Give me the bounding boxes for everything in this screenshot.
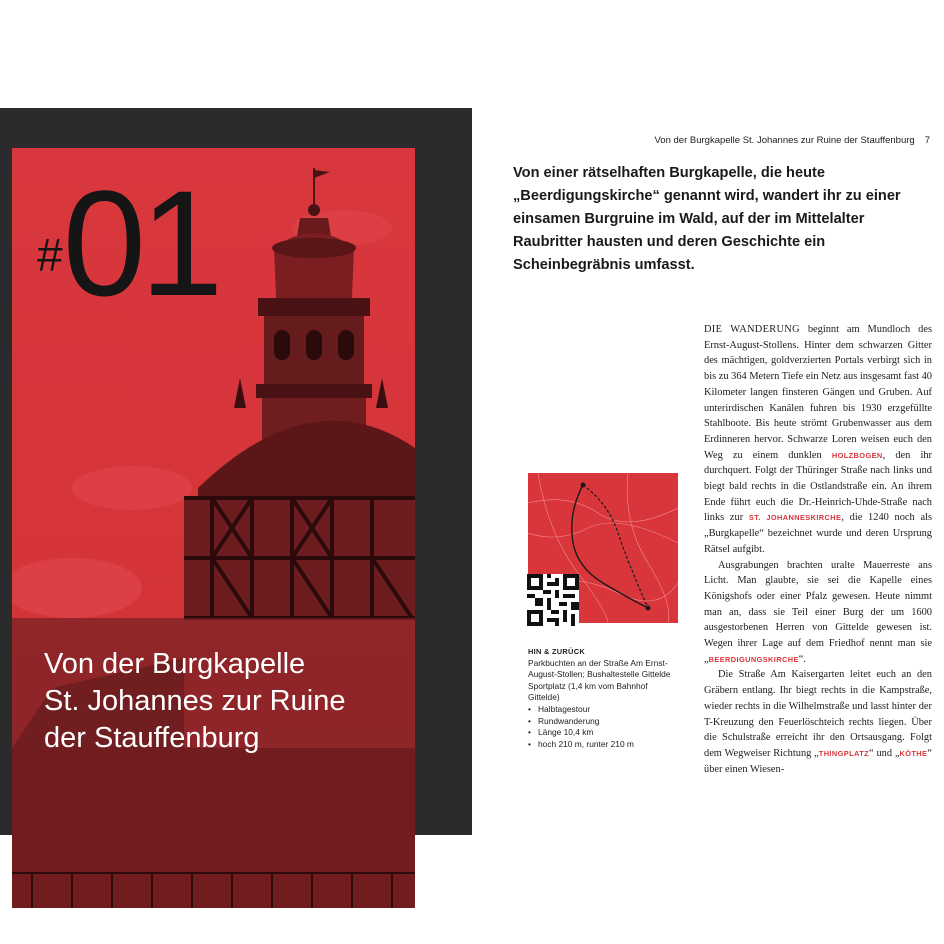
info-list-item: • Rundwanderung <box>528 716 678 728</box>
route-title-line: Von der Burgkapelle <box>44 648 306 680</box>
intro-text: Von einer rätselhaften Burgkapelle, die heute „Beerdigungskirche“ genannt wird, wandert ihr zu einer einsamen Burgruine im Wald, auf der im Mittelalter Raubritter hausten und deren Geschichte ein Scheinbegräbnis umfasst. <box>513 165 901 273</box>
body-paragraph: Ausgrabungen brachten uralte Mauerreste ans Licht. Man glaubte, sie sei die Kapelle eines Königshofs oder einer Pfalz gewesen. Heute nimmt man an, dass sie Teil einer Burg der um 1600 ausgestorbenen Herren von Gittelde gewesen ist. Wegen ihrer Lage auf dem Friedhof nennt man sie „BEERDIGUNGSKIRCHE“. <box>704 559 932 665</box>
qr-code-icon <box>527 574 579 626</box>
chapter-number <box>37 159 218 327</box>
info-list-item: • Länge 10,4 km <box>528 727 678 739</box>
route-title <box>44 646 404 757</box>
route-title-line: der Stauffenburg <box>44 722 260 754</box>
info-list <box>528 704 678 750</box>
highlight-holzbogen: HOLZBOGEN <box>831 450 883 460</box>
body-paragraph: Die Straße Am Kaisergarten leitet euch an den Gräbern entlang. Ihr biegt rechts in die Kampstraße, wieder rechts in die Wilhelmstraße und lasst hinter der T-Kreuzung den Feuerlöschteich rechts liegen. Über die Schulstraße erreicht ihr den Ortsausgang. Folgt dem Wegweiser Richtung „THINGPLATZ“ und „KÖTHE“ über einen Wiesen- <box>704 669 932 775</box>
info-list-item: • Halbtagestour <box>528 704 678 716</box>
info-text: Parkbuchten an der Straße Am Ernst-August-Stollen; Bushaltestelle Gittelde Sportplatz (1,4 km vom Bahnhof Gittelde) <box>528 657 671 703</box>
route-title-line: St. Johannes zur Ruine <box>44 685 346 717</box>
highlight-beerdigungskirche: BEERDIGUNGSKIRCHE <box>708 654 799 664</box>
qr-code[interactable] <box>527 574 579 626</box>
paragraph-lead: DIE WANDERUNG <box>704 324 800 335</box>
highlight-koethe: KÖTHE <box>899 748 928 758</box>
highlight-thingplatz: THINGPLATZ <box>818 748 870 758</box>
info-heading: HIN & ZURÜCK <box>528 647 585 656</box>
highlight-johanneskirche: ST. JOHANNESKIRCHE <box>748 513 842 523</box>
info-list-item: • hoch 210 m, runter 210 m <box>528 739 678 751</box>
body-text <box>704 322 932 777</box>
body-paragraph: DIE WANDERUNG beginnt am Mundloch des Ernst-August-Stollens. Hinter dem schwarzen Gitter des mächtigen, goldverzierten Portals verbirgt sich in bis zu 364 Metern Tiefe ein Netz aus insgesamt fast 40 Kilometer langen finsteren Gängen und Gruben. Auf unterirdischen Kanälen fuhren bis 1930 erzgefüllte Stahlboote. Bis heute strömt Grubenwasser aus dem Erdinneren hervor. Schwarze Loren weisen euch den Weg zu einem dunklen HOLZBOGEN, den ihr durchquert. Folgt der Thüringer Straße nach links und biegt bald rechts in die Ostlandstraße ein. An ihrem Ende führt euch die Dr.-Heinrich-Uhde-Straße nach links zur ST. JOHANNESKIRCHE, die 1240 noch als „Burgkapelle“ bezeichnet wurde und deren Ursprung Rätsel aufgibt. <box>704 324 933 555</box>
running-head-title: Von der Burgkapelle St. Johannes zur Ruine der Stauffenburg <box>654 135 915 146</box>
page-number: 7 <box>924 135 930 146</box>
running-head <box>655 135 931 146</box>
chapter-hash: # <box>37 229 63 281</box>
chapter-digits: 01 <box>62 159 218 327</box>
info-box <box>528 646 678 750</box>
